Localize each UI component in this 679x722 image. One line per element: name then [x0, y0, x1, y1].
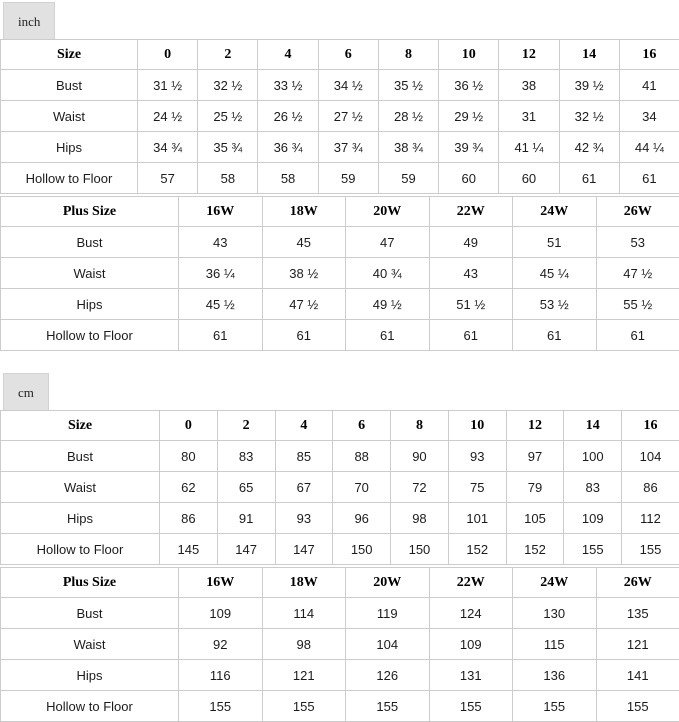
measurement-value: 86 [160, 503, 218, 534]
measurement-value: 34 ½ [318, 70, 378, 101]
unit-tab-inch: inch [3, 2, 55, 39]
size-column-header: 12 [499, 40, 559, 70]
measurement-value: 126 [346, 660, 430, 691]
measurement-value: 45 [262, 227, 346, 258]
measurement-value: 86 [622, 472, 679, 503]
measurement-value: 32 ½ [559, 101, 619, 132]
measurement-value: 34 ¾ [138, 132, 198, 163]
measurement-value: 47 [346, 227, 430, 258]
size-column-header: 12 [506, 411, 564, 441]
measurement-value: 145 [160, 534, 218, 565]
size-column-header: 26W [596, 197, 679, 227]
measurement-label: Bust [1, 227, 179, 258]
measurement-value: 121 [262, 660, 346, 691]
measurement-value: 152 [506, 534, 564, 565]
measurement-value: 44 ¼ [619, 132, 679, 163]
measurement-value: 155 [596, 691, 679, 722]
measurement-value: 98 [391, 503, 449, 534]
measurement-value: 61 [346, 320, 430, 351]
measurement-value: 59 [318, 163, 378, 194]
measurement-value: 114 [262, 598, 346, 629]
measurement-value: 101 [448, 503, 506, 534]
table-row [1, 472, 679, 503]
measurement-value: 51 ½ [429, 289, 513, 320]
measurement-value: 91 [217, 503, 275, 534]
measurement-value: 105 [506, 503, 564, 534]
measurement-value: 36 ¾ [258, 132, 318, 163]
measurement-value: 49 [429, 227, 513, 258]
measurement-value: 112 [622, 503, 679, 534]
table-row [1, 258, 679, 289]
measurement-value: 43 [179, 227, 263, 258]
measurement-value: 93 [275, 503, 333, 534]
size-column-header: 0 [138, 40, 198, 70]
header-row [1, 568, 679, 598]
header-row [1, 411, 679, 441]
measurement-label: Hips [1, 132, 138, 163]
table-row [1, 70, 679, 101]
measurement-value: 88 [333, 441, 391, 472]
measurement-value: 47 ½ [262, 289, 346, 320]
measurement-value: 51 [513, 227, 597, 258]
table-row [1, 598, 679, 629]
measurement-value: 40 ¾ [346, 258, 430, 289]
measurement-value: 131 [429, 660, 513, 691]
measurement-value: 119 [346, 598, 430, 629]
measurement-label: Hips [1, 503, 160, 534]
size-column-header: 2 [198, 40, 258, 70]
measurement-value: 58 [198, 163, 258, 194]
size-column-header: 24W [513, 568, 597, 598]
measurement-value: 61 [559, 163, 619, 194]
measurement-value: 115 [513, 629, 597, 660]
size-column-header: 16W [179, 568, 263, 598]
measurement-value: 141 [596, 660, 679, 691]
measurement-value: 26 ½ [258, 101, 318, 132]
measurement-value: 150 [391, 534, 449, 565]
measurement-value: 41 ¼ [499, 132, 559, 163]
measurement-value: 155 [346, 691, 430, 722]
measurement-value: 33 ½ [258, 70, 318, 101]
measurement-value: 45 ½ [179, 289, 263, 320]
measurement-label: Waist [1, 101, 138, 132]
size-column-header: 8 [391, 411, 449, 441]
measurement-value: 155 [179, 691, 263, 722]
measurement-value: 80 [160, 441, 218, 472]
size-column-header: 10 [439, 40, 499, 70]
measurement-value: 121 [596, 629, 679, 660]
measurement-value: 85 [275, 441, 333, 472]
measurement-value: 25 ½ [198, 101, 258, 132]
header-row [1, 197, 679, 227]
measurement-value: 53 ½ [513, 289, 597, 320]
measurement-value: 100 [564, 441, 622, 472]
size-column-header: 10 [448, 411, 506, 441]
size-table-cm-plus [0, 567, 679, 722]
measurement-value: 41 [619, 70, 679, 101]
size-column-header: 16W [179, 197, 263, 227]
measurement-value: 31 [499, 101, 559, 132]
size-column-header: 6 [333, 411, 391, 441]
measurement-value: 83 [217, 441, 275, 472]
measurement-value: 67 [275, 472, 333, 503]
size-column-header: 16 [619, 40, 679, 70]
measurement-value: 98 [262, 629, 346, 660]
measurement-value: 61 [262, 320, 346, 351]
size-column-header: 8 [378, 40, 438, 70]
size-column-header: 4 [275, 411, 333, 441]
measurement-label: Waist [1, 629, 179, 660]
measurement-value: 61 [596, 320, 679, 351]
measurement-value: 109 [564, 503, 622, 534]
table-row [1, 101, 679, 132]
measurement-value: 49 ½ [346, 289, 430, 320]
measurement-label: Waist [1, 258, 179, 289]
section-cm [0, 371, 679, 722]
measurement-value: 42 ¾ [559, 132, 619, 163]
measurement-value: 155 [564, 534, 622, 565]
table-row [1, 691, 679, 722]
table-row [1, 441, 679, 472]
size-column-header: 20W [346, 197, 430, 227]
measurement-label: Hollow to Floor [1, 320, 179, 351]
measurement-value: 83 [564, 472, 622, 503]
measurement-label: Hips [1, 289, 179, 320]
measurement-value: 130 [513, 598, 597, 629]
size-table-cm-regular [0, 410, 679, 565]
measurement-value: 147 [217, 534, 275, 565]
measurement-value: 92 [179, 629, 263, 660]
measurement-value: 59 [378, 163, 438, 194]
measurement-value: 60 [499, 163, 559, 194]
size-table-inch-regular [0, 39, 679, 194]
measurement-value: 35 ¾ [198, 132, 258, 163]
table-row [1, 289, 679, 320]
measurement-value: 61 [179, 320, 263, 351]
measurement-value: 61 [429, 320, 513, 351]
measurement-value: 39 ¾ [439, 132, 499, 163]
measurement-value: 124 [429, 598, 513, 629]
section-inch [0, 0, 679, 351]
measurement-value: 75 [448, 472, 506, 503]
measurement-value: 61 [619, 163, 679, 194]
table-row [1, 227, 679, 258]
measurement-value: 55 ½ [596, 289, 679, 320]
measurement-value: 72 [391, 472, 449, 503]
measurement-value: 58 [258, 163, 318, 194]
measurement-label: Hollow to Floor [1, 691, 179, 722]
header-row [1, 40, 679, 70]
measurement-value: 32 ½ [198, 70, 258, 101]
measurement-value: 39 ½ [559, 70, 619, 101]
size-label-header: Plus Size [1, 197, 179, 227]
size-column-header: 6 [318, 40, 378, 70]
size-column-header: 22W [429, 197, 513, 227]
measurement-value: 28 ½ [378, 101, 438, 132]
measurement-value: 43 [429, 258, 513, 289]
measurement-value: 38 [499, 70, 559, 101]
measurement-value: 36 ½ [439, 70, 499, 101]
measurement-value: 155 [429, 691, 513, 722]
measurement-label: Hollow to Floor [1, 163, 138, 194]
measurement-value: 104 [622, 441, 679, 472]
measurement-value: 34 [619, 101, 679, 132]
measurement-label: Hollow to Floor [1, 534, 160, 565]
measurement-value: 38 ½ [262, 258, 346, 289]
measurement-value: 45 ¼ [513, 258, 597, 289]
measurement-value: 147 [275, 534, 333, 565]
size-column-header: 0 [160, 411, 218, 441]
size-table-inch-plus [0, 196, 679, 351]
measurement-value: 97 [506, 441, 564, 472]
measurement-value: 90 [391, 441, 449, 472]
size-column-header: 18W [262, 568, 346, 598]
measurement-value: 53 [596, 227, 679, 258]
measurement-value: 150 [333, 534, 391, 565]
size-column-header: 18W [262, 197, 346, 227]
measurement-value: 135 [596, 598, 679, 629]
size-column-header: 16 [622, 411, 679, 441]
unit-tab-cm: cm [3, 373, 49, 410]
measurement-value: 36 ¼ [179, 258, 263, 289]
measurement-value: 31 ½ [138, 70, 198, 101]
measurement-value: 79 [506, 472, 564, 503]
measurement-value: 155 [262, 691, 346, 722]
size-column-header: 26W [596, 568, 679, 598]
measurement-value: 155 [622, 534, 679, 565]
measurement-value: 62 [160, 472, 218, 503]
measurement-value: 35 ½ [378, 70, 438, 101]
measurement-label: Bust [1, 598, 179, 629]
size-column-header: 14 [559, 40, 619, 70]
size-column-header: 14 [564, 411, 622, 441]
measurement-value: 109 [429, 629, 513, 660]
measurement-value: 60 [439, 163, 499, 194]
size-label-header: Size [1, 411, 160, 441]
measurement-value: 57 [138, 163, 198, 194]
size-column-header: 20W [346, 568, 430, 598]
measurement-label: Waist [1, 472, 160, 503]
measurement-value: 24 ½ [138, 101, 198, 132]
size-column-header: 2 [217, 411, 275, 441]
measurement-value: 104 [346, 629, 430, 660]
measurement-value: 38 ¾ [378, 132, 438, 163]
measurement-label: Bust [1, 70, 138, 101]
measurement-value: 37 ¾ [318, 132, 378, 163]
measurement-value: 65 [217, 472, 275, 503]
table-row [1, 660, 679, 691]
size-column-header: 22W [429, 568, 513, 598]
measurement-value: 109 [179, 598, 263, 629]
measurement-value: 152 [448, 534, 506, 565]
measurement-value: 27 ½ [318, 101, 378, 132]
measurement-value: 155 [513, 691, 597, 722]
measurement-value: 47 ½ [596, 258, 679, 289]
measurement-value: 136 [513, 660, 597, 691]
table-row [1, 629, 679, 660]
table-row [1, 163, 679, 194]
measurement-value: 93 [448, 441, 506, 472]
measurement-value: 61 [513, 320, 597, 351]
measurement-label: Bust [1, 441, 160, 472]
size-label-header: Plus Size [1, 568, 179, 598]
table-row [1, 132, 679, 163]
size-column-header: 4 [258, 40, 318, 70]
table-row [1, 503, 679, 534]
table-row [1, 534, 679, 565]
size-label-header: Size [1, 40, 138, 70]
measurement-value: 29 ½ [439, 101, 499, 132]
table-row [1, 320, 679, 351]
measurement-value: 70 [333, 472, 391, 503]
measurement-value: 96 [333, 503, 391, 534]
measurement-label: Hips [1, 660, 179, 691]
size-column-header: 24W [513, 197, 597, 227]
measurement-value: 116 [179, 660, 263, 691]
